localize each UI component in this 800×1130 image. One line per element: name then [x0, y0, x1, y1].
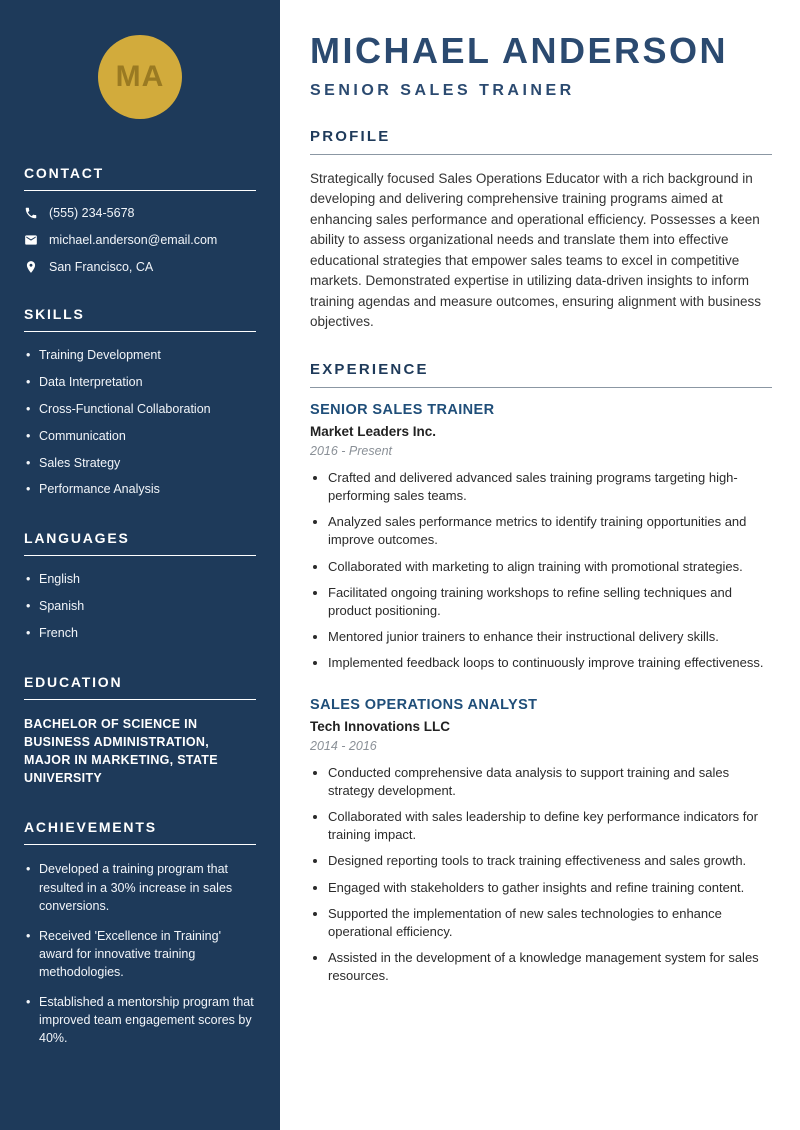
job-bullet: • Facilitated ongoing training workshops to refine selling techniques and product positioning.	[328, 584, 772, 620]
education-section-title: EDUCATION	[24, 674, 256, 700]
contact-section-title: CONTACT	[24, 165, 256, 191]
job-bullet: • Designed reporting tools to track training effectiveness and sales growth.	[328, 852, 772, 870]
job-dates: 2016 - Present	[310, 443, 392, 458]
job-bullet: • Crafted and delivered advanced sales training programs targeting high-performing sales teams.	[328, 469, 772, 505]
achievements-section	[24, 819, 256, 1047]
profile-section	[310, 128, 772, 333]
experience-section	[310, 361, 772, 986]
job-bullet: • Implemented feedback loops to continuously improve training effectiveness.	[328, 654, 772, 672]
contact-item-location	[24, 260, 256, 274]
email-icon	[24, 233, 38, 247]
skill-item: • Communication	[24, 428, 256, 445]
job-bullet: • Assisted in the development of a knowledge management system for sales resources.	[328, 949, 772, 985]
job-bullets	[310, 764, 772, 986]
skill-item: • Training Development	[24, 347, 256, 364]
job-bullet: • Conducted comprehensive data analysis to support training and sales strategy development.	[328, 764, 772, 800]
skills-list	[24, 347, 256, 498]
job-bullet: • Analyzed sales performance metrics to identify training opportunities and improve outcomes.	[328, 513, 772, 549]
contact-item-email	[24, 233, 256, 247]
achievements-section-title: ACHIEVEMENTS	[24, 819, 256, 845]
achievement-item: • Received 'Excellence in Training' award for innovative training methodologies.	[24, 927, 256, 981]
contact-section	[24, 165, 256, 274]
phone-icon	[24, 206, 38, 220]
language-item: • English	[24, 571, 256, 588]
achievement-item: • Established a mentorship program that improved team engagement scores by 40%.	[24, 993, 256, 1047]
candidate-job-title: SENIOR SALES TRAINER	[310, 81, 575, 99]
skills-section	[24, 306, 256, 498]
languages-list	[24, 571, 256, 642]
language-item: • French	[24, 625, 256, 642]
job-dates: 2014 - 2016	[310, 738, 377, 753]
job-bullet: • Mentored junior trainers to enhance their instructional delivery skills.	[328, 628, 772, 646]
profile-text: Strategically focused Sales Operations Educator with a rich background in developing and delivering comprehensive training programs aimed at enhancing sales performance and operational efficiency. Possesses a keen ability to assess organizational needs and translate them into effective educational strategies that empower sales teams to excel in competitive markets. Demonstrated expertise in utilizing data-driven insights to inform training agendas and measure outcomes, ensuring alignment with business objectives.	[310, 170, 762, 330]
education-degree: BACHELOR OF SCIENCE IN BUSINESS ADMINISTRATION, MAJOR IN MARKETING, STATE UNIVERSITY	[24, 716, 218, 786]
education-section	[24, 674, 256, 788]
sidebar	[0, 0, 280, 1130]
avatar	[98, 35, 182, 119]
job-bullet: • Engaged with stakeholders to gather insights and refine training content.	[328, 879, 772, 897]
skill-item: • Data Interpretation	[24, 374, 256, 391]
experience-job	[310, 402, 772, 673]
skill-item: • Performance Analysis	[24, 481, 256, 498]
job-bullet: • Collaborated with sales leadership to define key performance indicators for training impact.	[328, 808, 772, 844]
skill-item: • Cross-Functional Collaboration	[24, 401, 256, 418]
avatar-initials: MA	[115, 60, 165, 93]
job-company: Tech Innovations LLC	[310, 718, 451, 734]
contact-email-value: michael.anderson@email.com	[49, 233, 218, 247]
skill-item: • Sales Strategy	[24, 455, 256, 472]
experience-section-title: EXPERIENCE	[310, 361, 772, 388]
job-bullet: • Collaborated with marketing to align training with promotional strategies.	[328, 558, 772, 576]
job-company: Market Leaders Inc.	[310, 423, 437, 439]
job-role: SALES OPERATIONS ANALYST	[310, 696, 538, 713]
contact-location-value: San Francisco, CA	[49, 260, 154, 274]
contact-phone-value: (555) 234-5678	[49, 206, 135, 220]
language-item: • Spanish	[24, 598, 256, 615]
location-icon	[24, 260, 38, 274]
profile-section-title: PROFILE	[310, 128, 772, 155]
job-role: SENIOR SALES TRAINER	[310, 401, 495, 418]
achievement-item: • Developed a training program that resulted in a 30% increase in sales conversions.	[24, 860, 256, 914]
languages-section	[24, 530, 256, 642]
job-bullet: • Supported the implementation of new sales technologies to enhance operational efficiency.	[328, 905, 772, 941]
achievements-list	[24, 860, 256, 1047]
job-bullets	[310, 469, 772, 673]
contact-item-phone	[24, 206, 256, 220]
experience-job	[310, 697, 772, 986]
languages-section-title: LANGUAGES	[24, 530, 256, 556]
candidate-name: MICHAEL ANDERSON	[310, 30, 729, 71]
main-content	[280, 0, 800, 1130]
skills-section-title: SKILLS	[24, 306, 256, 332]
